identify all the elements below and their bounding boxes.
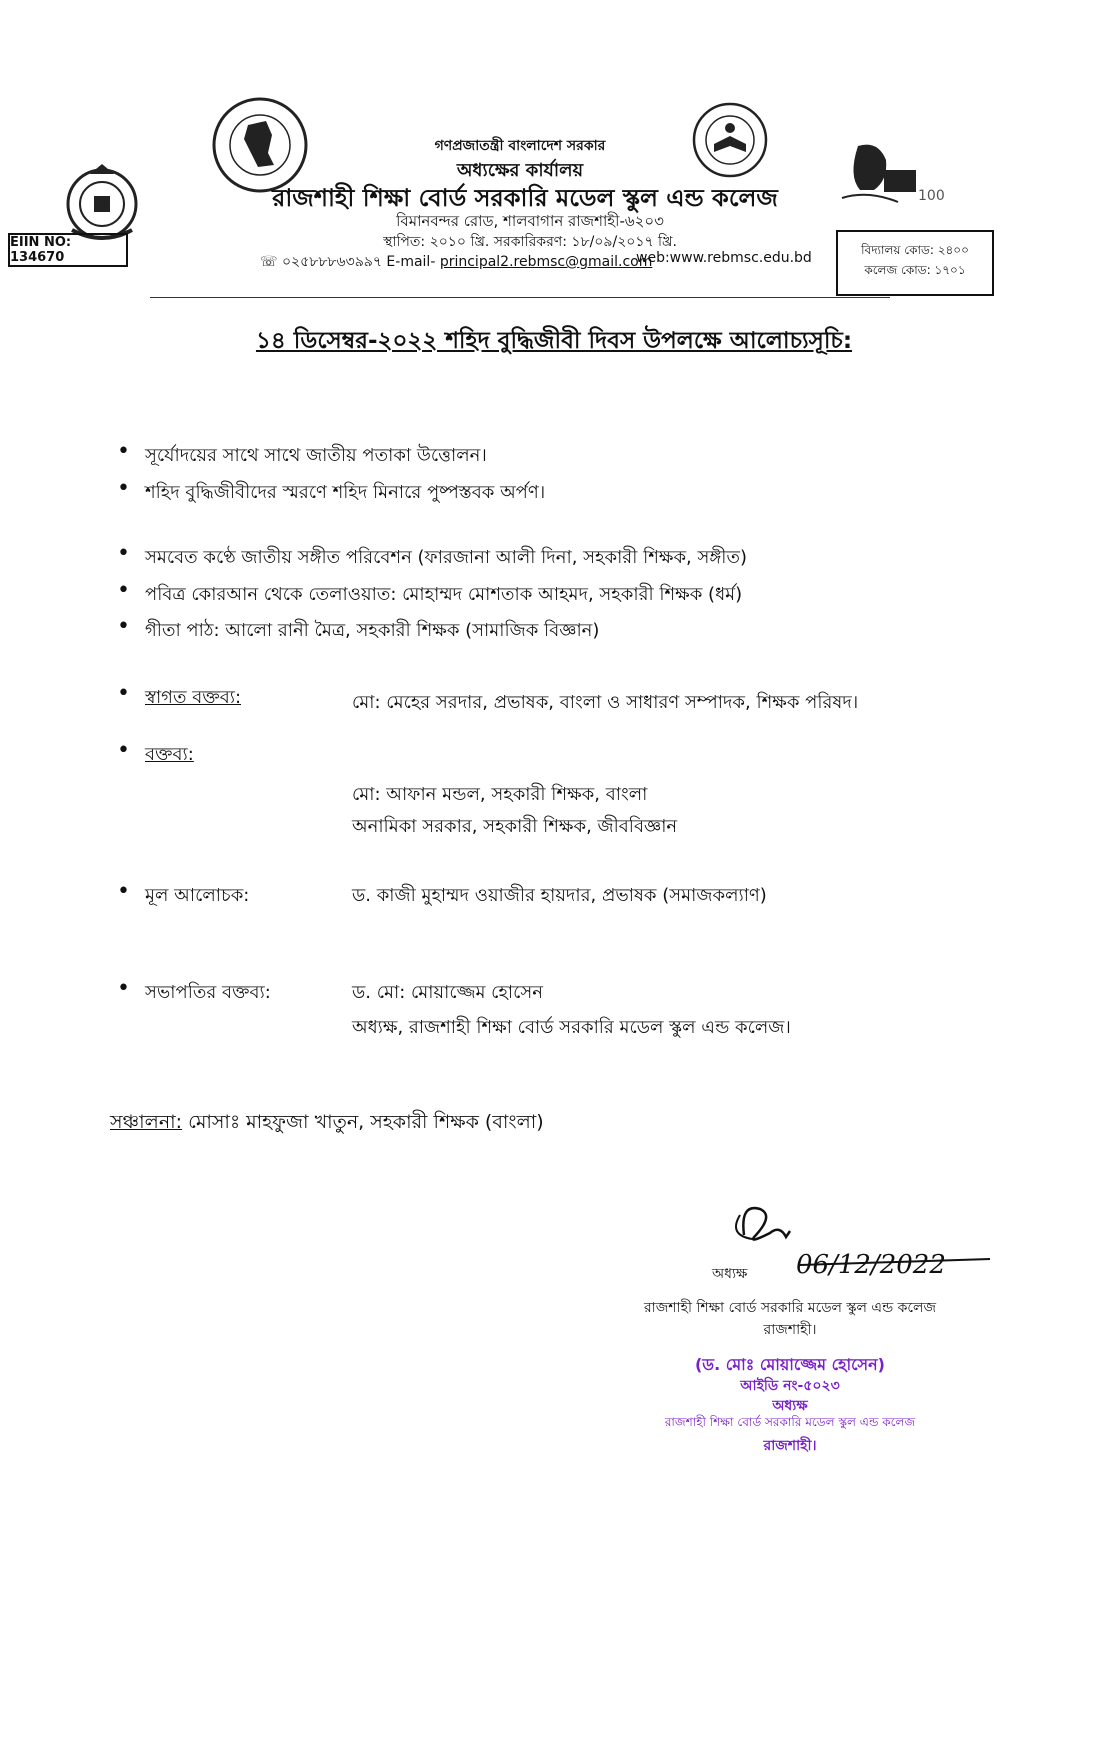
- school-address: বিমানবন্দর রোড, শালবাগান রাজশাহী-৬২০৩: [396, 212, 664, 230]
- chair-name: ড. মো: মোয়াজ্জেম হোসেন: [352, 982, 544, 1003]
- speaker-item: মো: আফান মন্ডল, সহকারী শিক্ষক, বাংলা: [352, 784, 648, 805]
- page-title: ১৪ ডিসেম্বর-২০২২ শহিদ বুদ্ধিজীবী দিবস উপলক্ষে আলোচ্যসূচি:: [255, 328, 853, 354]
- school-code: বিদ্যালয় কোড: ২৪০০: [861, 243, 969, 257]
- established-info: স্থাপিত: ২০১০ খ্রি. সরকারিকরণ: ১৮/০৯/২০১৭ খ্রি.: [383, 234, 677, 250]
- phone-label: ☏ ০২৫৮৮৮৬৩৯৯৭ E-mail-: [260, 254, 440, 270]
- speaker-item: অনামিকা সরকার, সহকারী শিক্ষক, জীববিজ্ঞান: [352, 816, 678, 837]
- agenda-item: • সমবেত কণ্ঠে জাতীয় সঙ্গীত পরিবেশন (ফারজানা আলী দিনা, সহকারী শিক্ষক, সঙ্গীত): [145, 543, 747, 574]
- seal-id: আইডি নং-৫০২৩: [740, 1378, 840, 1394]
- website-link[interactable]: web:www.rebmsc.edu.bd: [636, 250, 812, 266]
- eiin-number: EIIN NO: 134670: [10, 235, 72, 265]
- agenda-item: • পবিত্র কোরআন থেকে তেলাওয়াত: মোহাম্মদ মোশতাক আহমদ, সহকারী শিক্ষক (ধর্ম): [145, 580, 742, 611]
- signature-city: রাজশাহী।: [763, 1322, 817, 1338]
- school-name: রাজশাহী শিক্ষা বোর্ড সরকারি মডেল স্কুল এন্ড কলেজ: [272, 184, 778, 212]
- chair-role: অধ্যক্ষ, রাজশাহী শিক্ষা বোর্ড সরকারি মডেল স্কুল এন্ড কলেজ।: [352, 1017, 791, 1038]
- contact-info: [260, 250, 653, 274]
- svg-text:100: 100: [918, 188, 945, 204]
- keynote-speaker: ড. কাজী মুহাম্মদ ওয়াজীর হায়দার, প্রভাষক (সমাজকল্যাণ): [352, 885, 767, 906]
- office-heading: অধ্যক্ষের কার্যালয়: [456, 160, 584, 181]
- code-box: [836, 230, 994, 296]
- police-emblem-logo: [60, 160, 144, 244]
- signature-school: রাজশাহী শিক্ষা বোর্ড সরকারি মডেল স্কুল এন্ড কলেজ: [643, 1300, 937, 1316]
- eiin-box: [8, 233, 128, 267]
- college-code: কলেজ কোড: ১৭০১: [864, 263, 966, 277]
- speeches-label: • বক্তব্য:: [145, 740, 194, 771]
- seal-role: অধ্যক্ষ: [772, 1398, 808, 1414]
- agenda-item: • শহিদ বুদ্ধিজীবীদের স্মরণে শহিদ মিনারে পুষ্পস্তবক অর্পণ।: [145, 478, 545, 509]
- welcome-speaker: মো: মেহের সরদার, প্রভাষক, বাংলা ও সাধারণ সম্পাদক, শিক্ষক পরিষদ।: [352, 692, 859, 713]
- education-board-seal-logo: [690, 100, 770, 180]
- signature-date: 06/12/2022: [796, 1250, 946, 1280]
- agenda-item: • সূর্যোদয়ের সাথে সাথে জাতীয় পতাকা উত্তোলন।: [145, 441, 487, 472]
- email-link[interactable]: principal2.rebmsc@gmail.com: [439, 254, 653, 270]
- mujib-100-logo: [838, 140, 946, 210]
- seal-city: রাজশাহী।: [763, 1438, 817, 1454]
- conductor-name: মোসাঃ মাহফুজা খাতুন, সহকারী শিক্ষক (বাংলা): [182, 1111, 544, 1133]
- seal-name: (ড. মোঃ মোয়াজ্জেম হোসেন): [694, 1355, 885, 1374]
- seal-school: রাজশাহী শিক্ষা বোর্ড সরকারি মডেল স্কুল এন্ড কলেজ: [664, 1415, 916, 1429]
- keynote-label: • মূল আলোচক:: [145, 881, 249, 912]
- govt-heading: গণপ্রজাতন্ত্রী বাংলাদেশ সরকার: [434, 138, 606, 154]
- agenda-item: • গীতা পাঠ: আলো রানী মৈত্র, সহকারী শিক্ষক (সামাজিক বিজ্ঞান): [145, 616, 599, 647]
- header-divider: [150, 297, 890, 298]
- chair-label: • সভাপতির বক্তব্য:: [145, 978, 271, 1009]
- signature-title: অধ্যক্ষ: [712, 1266, 748, 1282]
- welcome-label: • স্বাগত বক্তব্য:: [145, 683, 241, 714]
- conductor-label: সঞ্চালনা:: [110, 1111, 183, 1133]
- conductor-line: [110, 1108, 544, 1140]
